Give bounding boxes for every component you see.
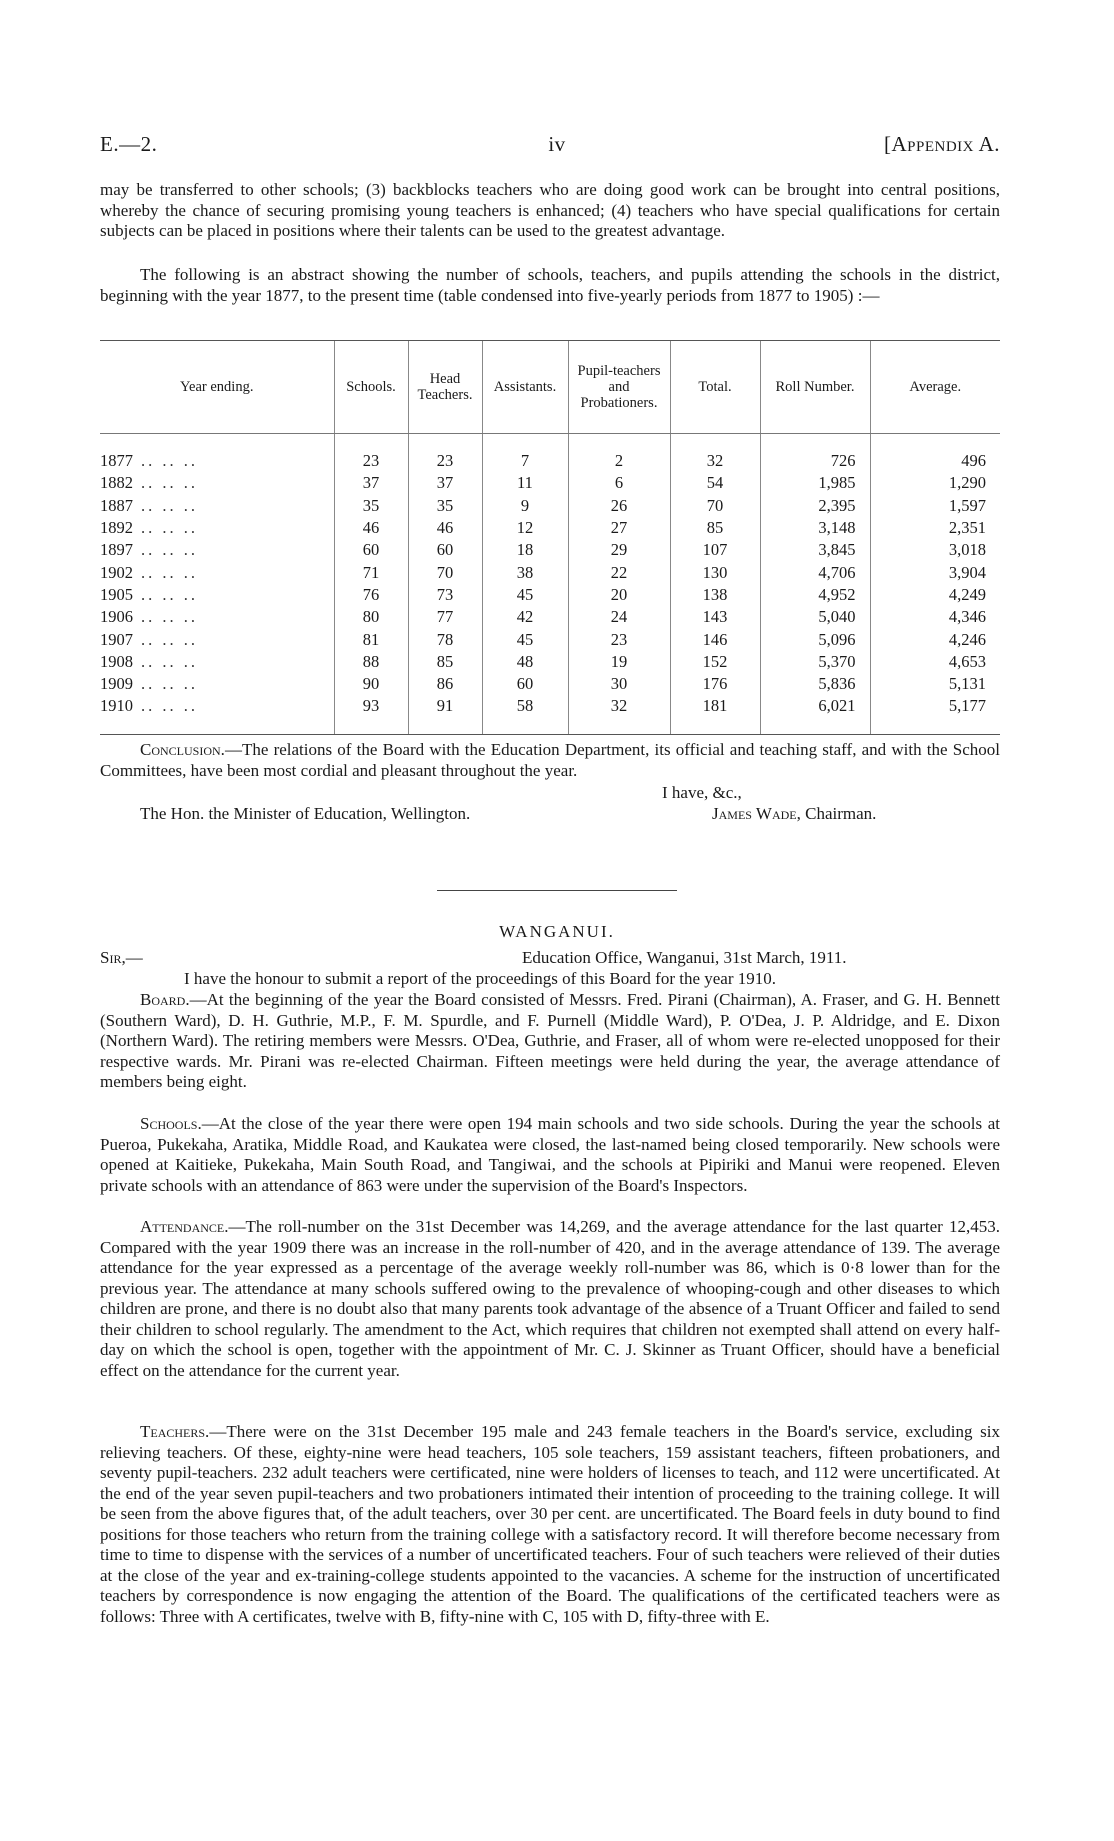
cell-roll-number: 5,096 — [760, 628, 870, 650]
signature-title: , Chairman. — [796, 804, 877, 823]
cell-average: 5,131 — [870, 673, 1000, 695]
attendance-text: —The roll-number on the 31st December was 14,269, and the average attendance for the last quarter 12,453. Compared with the year 1909 there was an increase in the roll-number of 420, and in the average attendance of 139. The average attendance for the year expressed as a percentage of the average weekly roll-number was 86, which is 0·8 lower than for the previous year. The attendance at many schools suffered owing to the prevalence of whooping-cough and other diseases to which children are prone, and there is no doubt also that many parents took advantage of the absence of a Truant Officer and failed to send their children to school regularly. The amendment to the Act, which requires that children not exempted shall attend on every half-day on which the school is open, together with the appointment of Mr. C. J. Skinner as Truant Officer, should have a beneficial effect on the attendance for the current year. — [100, 1217, 1000, 1380]
leader-dots: .. .. .. — [141, 451, 198, 471]
leader-dots: .. .. .. — [141, 540, 198, 560]
cell-pupil-teachers: 6 — [568, 472, 670, 494]
cell-head-teachers: 86 — [408, 673, 482, 695]
conclusion-heading: Conclusion. — [140, 740, 225, 759]
leader-dots: .. .. .. — [141, 629, 198, 649]
table-row — [100, 495, 1000, 517]
cell-assistants: 18 — [482, 539, 568, 561]
cell-average: 3,904 — [870, 561, 1000, 583]
cell-year — [100, 561, 334, 583]
conclusion-paragraph — [100, 740, 1000, 781]
cell-average: 4,653 — [870, 651, 1000, 673]
cell-year — [100, 539, 334, 561]
cell-pupil-teachers: 30 — [568, 673, 670, 695]
leader-dots: .. .. .. — [141, 473, 198, 493]
cell-total: 143 — [670, 606, 760, 628]
cell-total: 152 — [670, 651, 760, 673]
cell-year — [100, 450, 334, 472]
section-title: WANGANUI. — [499, 922, 615, 941]
table-body — [100, 434, 1000, 734]
cell-pupil-teachers: 26 — [568, 495, 670, 517]
cell-assistants: 9 — [482, 495, 568, 517]
cell-roll-number: 3,845 — [760, 539, 870, 561]
conclusion-text: —The relations of the Board with the Education Department, its official and teaching staff, and with the School Committees, have been most cordial and pleasant throughout the year. — [100, 740, 1000, 780]
year-value: 1906 — [100, 607, 133, 627]
cell-head-teachers: 77 — [408, 606, 482, 628]
cell-assistants: 11 — [482, 472, 568, 494]
year-value: 1902 — [100, 562, 133, 582]
year-value: 1910 — [100, 696, 133, 716]
cell-head-teachers: 23 — [408, 450, 482, 472]
cell-total: 54 — [670, 472, 760, 494]
cell-year — [100, 651, 334, 673]
cell-average: 4,246 — [870, 628, 1000, 650]
cell-roll-number: 2,395 — [760, 495, 870, 517]
abstract-table — [100, 340, 1000, 735]
cell-average: 1,597 — [870, 495, 1000, 517]
cell-year — [100, 517, 334, 539]
cell-schools: 37 — [334, 472, 408, 494]
cell-total: 138 — [670, 584, 760, 606]
cell-average: 496 — [870, 450, 1000, 472]
board-text: —At the beginning of the year the Board consisted of Messrs. Fred. Pirani (Chairman), A. Fraser, and G. H. Bennett (Southern Ward), D. H. Guthrie, M.P., F. M. Spurdle, and F. Purnell (Middle Ward), P. O'Dea, J. P. Aldridge, and E. Dixon (Northern Ward). The retiring members were Messrs. O'Dea, Guthrie, and Fraser, all of whom were re-elected unopposed for their respective wards. Mr. Pirani was re-elected Chairman. Fifteen meetings were held during the year, the average attendance of members being eight. — [100, 990, 1000, 1091]
cell-pupil-teachers: 24 — [568, 606, 670, 628]
cell-schools: 76 — [334, 584, 408, 606]
appendix-label: [Appendix A. — [883, 132, 1000, 156]
cell-total: 181 — [670, 695, 760, 717]
header-total: Total. — [670, 341, 760, 434]
salutation: Sir,— — [100, 948, 143, 967]
header-average: Average. — [870, 341, 1000, 434]
cell-average: 1,290 — [870, 472, 1000, 494]
header-year-ending: Year ending. — [100, 341, 334, 434]
cell-average: 4,249 — [870, 584, 1000, 606]
cell-schools: 35 — [334, 495, 408, 517]
cell-year — [100, 606, 334, 628]
cell-roll-number: 5,040 — [760, 606, 870, 628]
cell-total: 130 — [670, 561, 760, 583]
cell-schools: 81 — [334, 628, 408, 650]
cell-average: 2,351 — [870, 517, 1000, 539]
cell-pupil-teachers: 19 — [568, 651, 670, 673]
cell-assistants: 7 — [482, 450, 568, 472]
cell-head-teachers: 35 — [408, 495, 482, 517]
year-value: 1905 — [100, 584, 133, 604]
page-number: iv — [548, 132, 566, 156]
teachers-heading: Teachers. — [140, 1422, 210, 1441]
cell-pupil-teachers: 20 — [568, 584, 670, 606]
cell-head-teachers: 73 — [408, 584, 482, 606]
year-value: 1877 — [100, 451, 133, 471]
cell-roll-number: 5,370 — [760, 651, 870, 673]
year-value: 1882 — [100, 473, 133, 493]
table-row — [100, 561, 1000, 583]
table-row — [100, 651, 1000, 673]
addressee-line: The Hon. the Minister of Education, Wellington. — [140, 804, 471, 823]
signature-line — [712, 804, 876, 824]
header-pupil-teachers: Pupil-teachers and Probationers. — [568, 341, 670, 434]
cell-year — [100, 584, 334, 606]
cell-schools: 80 — [334, 606, 408, 628]
leader-dots: .. .. .. — [141, 518, 198, 538]
cell-assistants: 45 — [482, 584, 568, 606]
cell-pupil-teachers: 22 — [568, 561, 670, 583]
cell-roll-number: 726 — [760, 450, 870, 472]
cell-assistants: 60 — [482, 673, 568, 695]
cell-pupil-teachers: 27 — [568, 517, 670, 539]
leader-dots: .. .. .. — [141, 674, 198, 694]
cell-head-teachers: 78 — [408, 628, 482, 650]
leader-dots: .. .. .. — [141, 651, 198, 671]
board-heading: Board. — [140, 990, 190, 1009]
leader-dots: .. .. .. — [141, 584, 198, 604]
cell-year — [100, 673, 334, 695]
cell-year — [100, 628, 334, 650]
cell-head-teachers: 37 — [408, 472, 482, 494]
cell-head-teachers: 85 — [408, 651, 482, 673]
cell-roll-number: 6,021 — [760, 695, 870, 717]
cell-head-teachers: 91 — [408, 695, 482, 717]
leader-dots: .. .. .. — [141, 495, 198, 515]
table-row — [100, 450, 1000, 472]
cell-roll-number: 3,148 — [760, 517, 870, 539]
cell-assistants: 38 — [482, 561, 568, 583]
page-code: E.—2. — [100, 132, 158, 156]
table-row — [100, 517, 1000, 539]
cell-assistants: 12 — [482, 517, 568, 539]
cell-assistants: 58 — [482, 695, 568, 717]
cell-schools: 88 — [334, 651, 408, 673]
cell-average: 4,346 — [870, 606, 1000, 628]
cell-total: 70 — [670, 495, 760, 517]
attendance-paragraph — [100, 1217, 1000, 1381]
cell-assistants: 45 — [482, 628, 568, 650]
teachers-text: —There were on the 31st December 195 male and 243 female teachers in the Board's service, excluding six relieving teachers. Of these, eighty-nine were head teachers, 105 sole teachers, 159 assistant teachers, fifteen probationers, and seventy pupil-teachers. 232 adult teachers were certificated, nine were holders of licenses to teach, and 112 were uncertificated. At the end of the year seven pupil-teachers and two probationers intimated their intention of proceeding to the training college. It will be seen from the above figures that, of the adult teachers, over 30 per cent. are uncertificated. The Board feels in duty bound to find positions for those teachers who return from the training college with a satisfactory record. It will therefore become necessary from time to time to dispense with the services of a number of uncertificated teachers. Four of such teachers were relieved of their duties at the close of the year and ex-training-college students appointed to the vacancies. A scheme for the instruction of uncertificated teachers by correspondence is now engaging the attention of the Board. The qualifications of the certificated teachers were as follows: Three with A certificates, twelve with B, fifty-nine with C, 105 with D, fifty-three with E. — [100, 1422, 1000, 1626]
cell-pupil-teachers: 29 — [568, 539, 670, 561]
cell-average: 5,177 — [870, 695, 1000, 717]
header-roll-number: Roll Number. — [760, 341, 870, 434]
leader-dots: .. .. .. — [141, 562, 198, 582]
cell-pupil-teachers: 32 — [568, 695, 670, 717]
cell-year — [100, 695, 334, 717]
dateline: Education Office, Wanganui, 31st March, 1911. — [522, 948, 847, 967]
leader-dots: .. .. .. — [141, 607, 198, 627]
table-row — [100, 673, 1000, 695]
cell-head-teachers: 46 — [408, 517, 482, 539]
cell-pupil-teachers: 2 — [568, 450, 670, 472]
cell-average: 3,018 — [870, 539, 1000, 561]
year-value: 1907 — [100, 629, 133, 649]
year-value: 1892 — [100, 518, 133, 538]
closing-line: I have, &c., — [662, 783, 742, 802]
cell-total: 107 — [670, 539, 760, 561]
cell-head-teachers: 70 — [408, 561, 482, 583]
schools-text: —At the close of the year there were open 194 main schools and two side schools. During the year the schools at Pueroa, Pukekaha, Aratika, Middle Road, and Kaukatea were closed, the last-named being closed temporarily. New schools were opened at Kaitieke, Pukekaha, Main South Road, and Tangiwai, and the schools at Pipiriki and Manui were reopened. Eleven private schools with an attendance of 863 were under the supervision of the Board's Inspectors. — [100, 1114, 1000, 1195]
opening-line: I have the honour to submit a report of the proceedings of this Board for the year 1910. — [184, 969, 777, 988]
cell-total: 146 — [670, 628, 760, 650]
header-head-teachers: Head Teachers. — [408, 341, 482, 434]
year-value: 1887 — [100, 495, 133, 515]
cell-year — [100, 495, 334, 517]
cell-schools: 93 — [334, 695, 408, 717]
cell-total: 32 — [670, 450, 760, 472]
section-divider — [437, 890, 677, 891]
cell-pupil-teachers: 23 — [568, 628, 670, 650]
leader-dots: .. .. .. — [141, 696, 198, 716]
cell-roll-number: 5,836 — [760, 673, 870, 695]
cell-schools: 90 — [334, 673, 408, 695]
cell-total: 176 — [670, 673, 760, 695]
cell-schools: 23 — [334, 450, 408, 472]
cell-schools: 46 — [334, 517, 408, 539]
cell-schools: 71 — [334, 561, 408, 583]
table-row — [100, 606, 1000, 628]
header-assistants: Assistants. — [482, 341, 568, 434]
cell-schools: 60 — [334, 539, 408, 561]
cell-roll-number: 4,952 — [760, 584, 870, 606]
cell-year — [100, 472, 334, 494]
table-row — [100, 628, 1000, 650]
abstract-paragraph: The following is an abstract showing the number of schools, teachers, and pupils attending the schools in the district, beginning with the year 1877, to the present time (table condensed into five-yearly periods from 1877 to 1905) :— — [100, 265, 1000, 305]
attendance-heading: Attendance. — [140, 1217, 229, 1236]
teachers-paragraph — [100, 1422, 1000, 1627]
cell-head-teachers: 60 — [408, 539, 482, 561]
cell-assistants: 42 — [482, 606, 568, 628]
signature-name: James Wade — [712, 804, 797, 823]
cell-roll-number: 4,706 — [760, 561, 870, 583]
table-row — [100, 539, 1000, 561]
year-value: 1908 — [100, 651, 133, 671]
cell-assistants: 48 — [482, 651, 568, 673]
table-header-row — [100, 341, 1000, 434]
table-row — [100, 472, 1000, 494]
schools-paragraph — [100, 1114, 1000, 1196]
cell-roll-number: 1,985 — [760, 472, 870, 494]
table-row — [100, 695, 1000, 717]
schools-heading: Schools. — [140, 1114, 202, 1133]
table-row — [100, 584, 1000, 606]
cell-total: 85 — [670, 517, 760, 539]
header-schools: Schools. — [334, 341, 408, 434]
board-paragraph — [100, 990, 1000, 1093]
year-value: 1909 — [100, 674, 133, 694]
intro-paragraph: may be transferred to other schools; (3) backblocks teachers who are doing good work can be brought into central positions, whereby the chance of securing promising young teachers is enhanced; (4) teachers who have special qualifications for certain subjects can be placed in positions where their talents can be used to the greatest advantage. — [100, 180, 1000, 240]
year-value: 1897 — [100, 540, 133, 560]
